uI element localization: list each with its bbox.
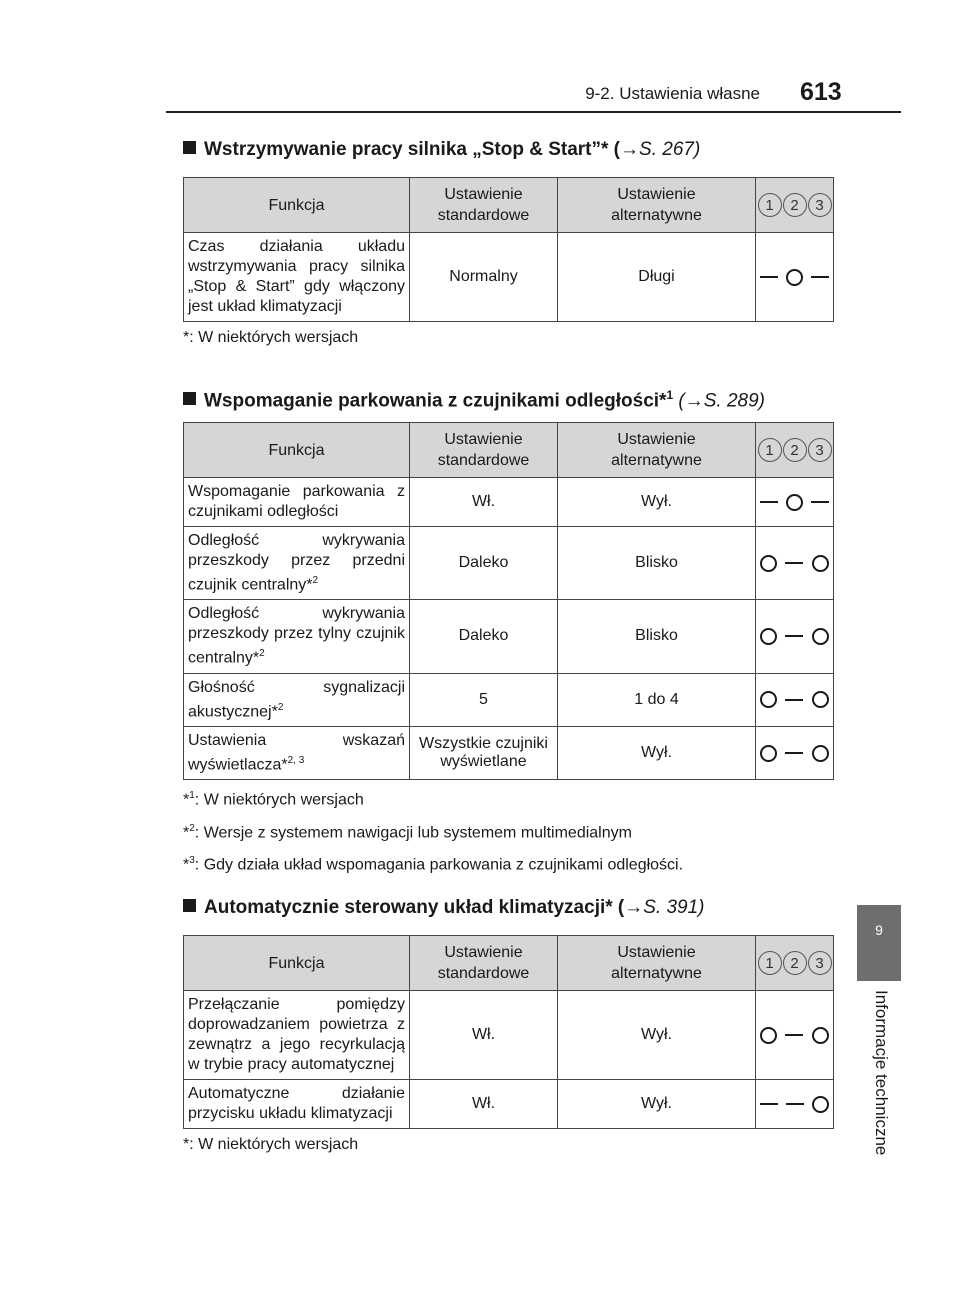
default-value-cell: Daleko bbox=[410, 527, 558, 600]
section-title bbox=[183, 135, 843, 165]
col-header-alt-line1: Ustawienie bbox=[617, 186, 696, 203]
footnote-text: : W niektórych wersjach bbox=[194, 791, 364, 809]
col-header-alt-line2: alternatywne bbox=[611, 207, 702, 224]
unavailable-dash-icon bbox=[786, 1103, 804, 1105]
footnote-marker: 2 bbox=[277, 701, 284, 713]
method-symbols bbox=[756, 691, 833, 708]
chapter-label: Informacje techniczne bbox=[872, 990, 891, 1156]
alternative-value-cell: Blisko bbox=[558, 600, 756, 673]
function-cell bbox=[184, 673, 410, 726]
table-row bbox=[184, 233, 834, 322]
table-row bbox=[184, 991, 834, 1080]
default-value-cell: 5 bbox=[410, 673, 558, 726]
col-header-alt-line2: alternatywne bbox=[611, 965, 702, 982]
method-numbers bbox=[757, 438, 832, 462]
unavailable-dash-icon bbox=[785, 699, 803, 701]
method-symbols bbox=[756, 628, 833, 645]
unavailable-dash-icon bbox=[785, 635, 803, 637]
default-value-cell: Daleko bbox=[410, 600, 558, 673]
method-3-icon: 3 bbox=[808, 951, 832, 975]
col-header-default bbox=[410, 178, 558, 233]
section-2 bbox=[183, 380, 843, 877]
method-availability-cell bbox=[756, 600, 834, 673]
available-circle-icon bbox=[760, 555, 777, 572]
available-circle-icon bbox=[812, 555, 829, 572]
col-header-alt-line2: alternatywne bbox=[611, 452, 702, 469]
footnote-number: 3 bbox=[189, 854, 195, 866]
function-text: Automatyczne działanie przycisku układu klimatyzacji bbox=[188, 1085, 405, 1122]
method-symbols bbox=[756, 745, 833, 762]
footnote-mark: * bbox=[183, 856, 190, 874]
section-title-text: Wstrzymywanie pracy silnika „Stop & Start”* ( bbox=[204, 139, 621, 160]
square-bullet-icon bbox=[183, 141, 196, 154]
col-header-default bbox=[410, 936, 558, 991]
method-availability-cell bbox=[756, 726, 834, 779]
default-value-cell: Wł. bbox=[410, 1080, 558, 1129]
method-1-icon: 1 bbox=[758, 951, 782, 975]
method-numbers bbox=[757, 193, 832, 217]
default-value-cell: Wł. bbox=[410, 991, 558, 1080]
unavailable-dash-icon bbox=[785, 752, 803, 754]
col-header-default-line2: standardowe bbox=[437, 207, 530, 224]
footnote-marker: 2 bbox=[259, 648, 265, 660]
method-availability-cell bbox=[756, 1080, 834, 1129]
method-availability-cell bbox=[756, 233, 834, 322]
chapter-tab: 9 bbox=[857, 905, 901, 981]
col-header-default bbox=[410, 423, 558, 478]
footnote-marker: 2 bbox=[312, 575, 319, 586]
available-circle-icon bbox=[760, 745, 777, 762]
unavailable-dash-icon bbox=[760, 501, 778, 503]
available-circle-icon bbox=[812, 691, 829, 708]
section-1 bbox=[183, 135, 843, 350]
section-title-text: Wspomaganie parkowania z czujnikami odległości* bbox=[204, 390, 667, 412]
function-text: Czas działania układu wstrzymywania pracy silnika „Stop & Start” gdy włączony jest układ klimatyzacji bbox=[188, 238, 405, 315]
footnote bbox=[183, 817, 843, 845]
table-row bbox=[184, 527, 834, 600]
col-header-methods bbox=[756, 936, 834, 991]
method-availability-cell bbox=[756, 478, 834, 527]
function-text: Odległość wykrywania przeszkody przez tylny czujnik centralny* bbox=[188, 605, 405, 667]
function-cell bbox=[184, 1080, 410, 1129]
footnote-number: 1 bbox=[189, 790, 195, 802]
method-availability-cell bbox=[756, 991, 834, 1080]
default-value-cell: Wł. bbox=[410, 478, 558, 527]
method-symbols bbox=[756, 1096, 833, 1113]
col-header-alt-line1: Ustawienie bbox=[617, 944, 696, 961]
alternative-value-cell: Wył. bbox=[558, 991, 756, 1080]
section-title-text: Automatycznie sterowany układ klimatyzacji* ( bbox=[204, 897, 625, 918]
unavailable-dash-icon bbox=[811, 276, 829, 278]
table-row bbox=[184, 478, 834, 527]
footnote-mark: * bbox=[183, 823, 190, 841]
available-circle-icon bbox=[786, 494, 803, 511]
unavailable-dash-icon bbox=[785, 562, 803, 564]
col-header-function: Funkcja bbox=[184, 178, 410, 233]
method-1-icon: 1 bbox=[758, 193, 782, 217]
footnote: *: W niektórych wersjach bbox=[183, 329, 359, 346]
footnote-text: : Wersje z systemem nawigacji lub systemem multimedialnym bbox=[194, 823, 632, 841]
alternative-value-cell: Blisko bbox=[558, 527, 756, 600]
available-circle-icon bbox=[760, 691, 777, 708]
settings-table bbox=[183, 935, 834, 1129]
col-header-default-line2: standardowe bbox=[437, 965, 530, 982]
unavailable-dash-icon bbox=[785, 1034, 803, 1036]
section-3 bbox=[183, 893, 843, 1157]
available-circle-icon bbox=[786, 269, 803, 286]
col-header-alternative bbox=[558, 178, 756, 233]
available-circle-icon bbox=[812, 1096, 829, 1113]
table-row bbox=[184, 1080, 834, 1129]
function-cell bbox=[184, 233, 410, 322]
section-title bbox=[183, 380, 843, 410]
square-bullet-icon bbox=[183, 899, 196, 912]
col-header-methods bbox=[756, 178, 834, 233]
footnote-mark: * bbox=[183, 791, 190, 809]
footnote-marker: 1 bbox=[666, 388, 674, 402]
page-reference-link[interactable]: →S. 267) bbox=[620, 139, 701, 160]
col-header-alternative bbox=[558, 936, 756, 991]
function-cell bbox=[184, 991, 410, 1080]
method-availability-cell bbox=[756, 673, 834, 726]
header-section-title: 9-2. Ustawienia własne bbox=[585, 84, 760, 103]
page-number: 613 bbox=[800, 78, 842, 106]
method-symbols bbox=[756, 1027, 833, 1044]
footnote-marker: 2, 3 bbox=[287, 754, 305, 766]
method-symbols bbox=[756, 555, 833, 572]
function-text: Odległość wykrywania przeszkody przez przedni czujnik centralny* bbox=[188, 532, 405, 594]
col-header-default-line1: Ustawienie bbox=[444, 431, 523, 448]
method-2-icon: 2 bbox=[783, 438, 807, 462]
col-header-function: Funkcja bbox=[184, 936, 410, 991]
header-row bbox=[184, 423, 834, 478]
settings-table bbox=[183, 177, 834, 322]
square-bullet-icon bbox=[183, 392, 196, 405]
page-reference-link[interactable]: (→S. 289) bbox=[673, 390, 766, 412]
col-header-default-line2: standardowe bbox=[437, 452, 530, 469]
col-header-alternative bbox=[558, 423, 756, 478]
table-row bbox=[184, 600, 834, 673]
page-reference-link[interactable]: →S. 391) bbox=[624, 897, 705, 918]
function-cell bbox=[184, 726, 410, 779]
available-circle-icon bbox=[760, 628, 777, 645]
method-2-icon: 2 bbox=[783, 951, 807, 975]
method-3-icon: 3 bbox=[808, 438, 832, 462]
method-1-icon: 1 bbox=[758, 438, 782, 462]
footnote: *: W niektórych wersjach bbox=[183, 1136, 359, 1153]
function-cell bbox=[184, 478, 410, 527]
col-header-default-line1: Ustawienie bbox=[444, 186, 523, 203]
unavailable-dash-icon bbox=[811, 501, 829, 503]
function-text: Głośność sygnalizacji akustycznej* bbox=[188, 678, 405, 720]
unavailable-dash-icon bbox=[760, 276, 778, 278]
header-row bbox=[184, 178, 834, 233]
unavailable-dash-icon bbox=[760, 1103, 778, 1105]
settings-table bbox=[183, 422, 834, 780]
col-header-function: Funkcja bbox=[184, 423, 410, 478]
alternative-value-cell: Wył. bbox=[558, 726, 756, 779]
function-text: Wspomaganie parkowania z czujnikami odległości bbox=[188, 483, 405, 520]
col-header-default-line1: Ustawienie bbox=[444, 944, 523, 961]
header-rule bbox=[166, 111, 901, 113]
available-circle-icon bbox=[760, 1027, 777, 1044]
function-text: Przełączanie pomiędzy doprowadzaniem powietrza z zewnątrz a jego recyrkulacją w trybie pracy automatycznej bbox=[188, 996, 405, 1073]
method-3-icon: 3 bbox=[808, 193, 832, 217]
footnote bbox=[183, 784, 843, 812]
header-row bbox=[184, 936, 834, 991]
method-availability-cell bbox=[756, 527, 834, 600]
alternative-value-cell: Długi bbox=[558, 233, 756, 322]
col-header-methods bbox=[756, 423, 834, 478]
method-symbols bbox=[756, 494, 833, 511]
method-numbers bbox=[757, 951, 832, 975]
footnote bbox=[183, 849, 843, 877]
alternative-value-cell: Wył. bbox=[558, 478, 756, 527]
table-row bbox=[184, 673, 834, 726]
footnote-text: : Gdy działa układ wspomagania parkowania z czujnikami odległości. bbox=[194, 856, 684, 874]
function-cell bbox=[184, 600, 410, 673]
default-value-cell: Wszystkie czujniki wyświetlane bbox=[410, 726, 558, 779]
available-circle-icon bbox=[812, 745, 829, 762]
default-value-cell: Normalny bbox=[410, 233, 558, 322]
alternative-value-cell: 1 do 4 bbox=[558, 673, 756, 726]
function-text: Ustawienia wskazań wyświetlacza* bbox=[188, 731, 405, 774]
method-symbols bbox=[756, 269, 833, 286]
alternative-value-cell: Wył. bbox=[558, 1080, 756, 1129]
section-title bbox=[183, 893, 843, 923]
function-cell bbox=[184, 527, 410, 600]
footnote-number: 2 bbox=[189, 822, 195, 834]
table-row bbox=[184, 726, 834, 779]
available-circle-icon bbox=[812, 1027, 829, 1044]
method-2-icon: 2 bbox=[783, 193, 807, 217]
col-header-alt-line1: Ustawienie bbox=[617, 431, 696, 448]
available-circle-icon bbox=[812, 628, 829, 645]
